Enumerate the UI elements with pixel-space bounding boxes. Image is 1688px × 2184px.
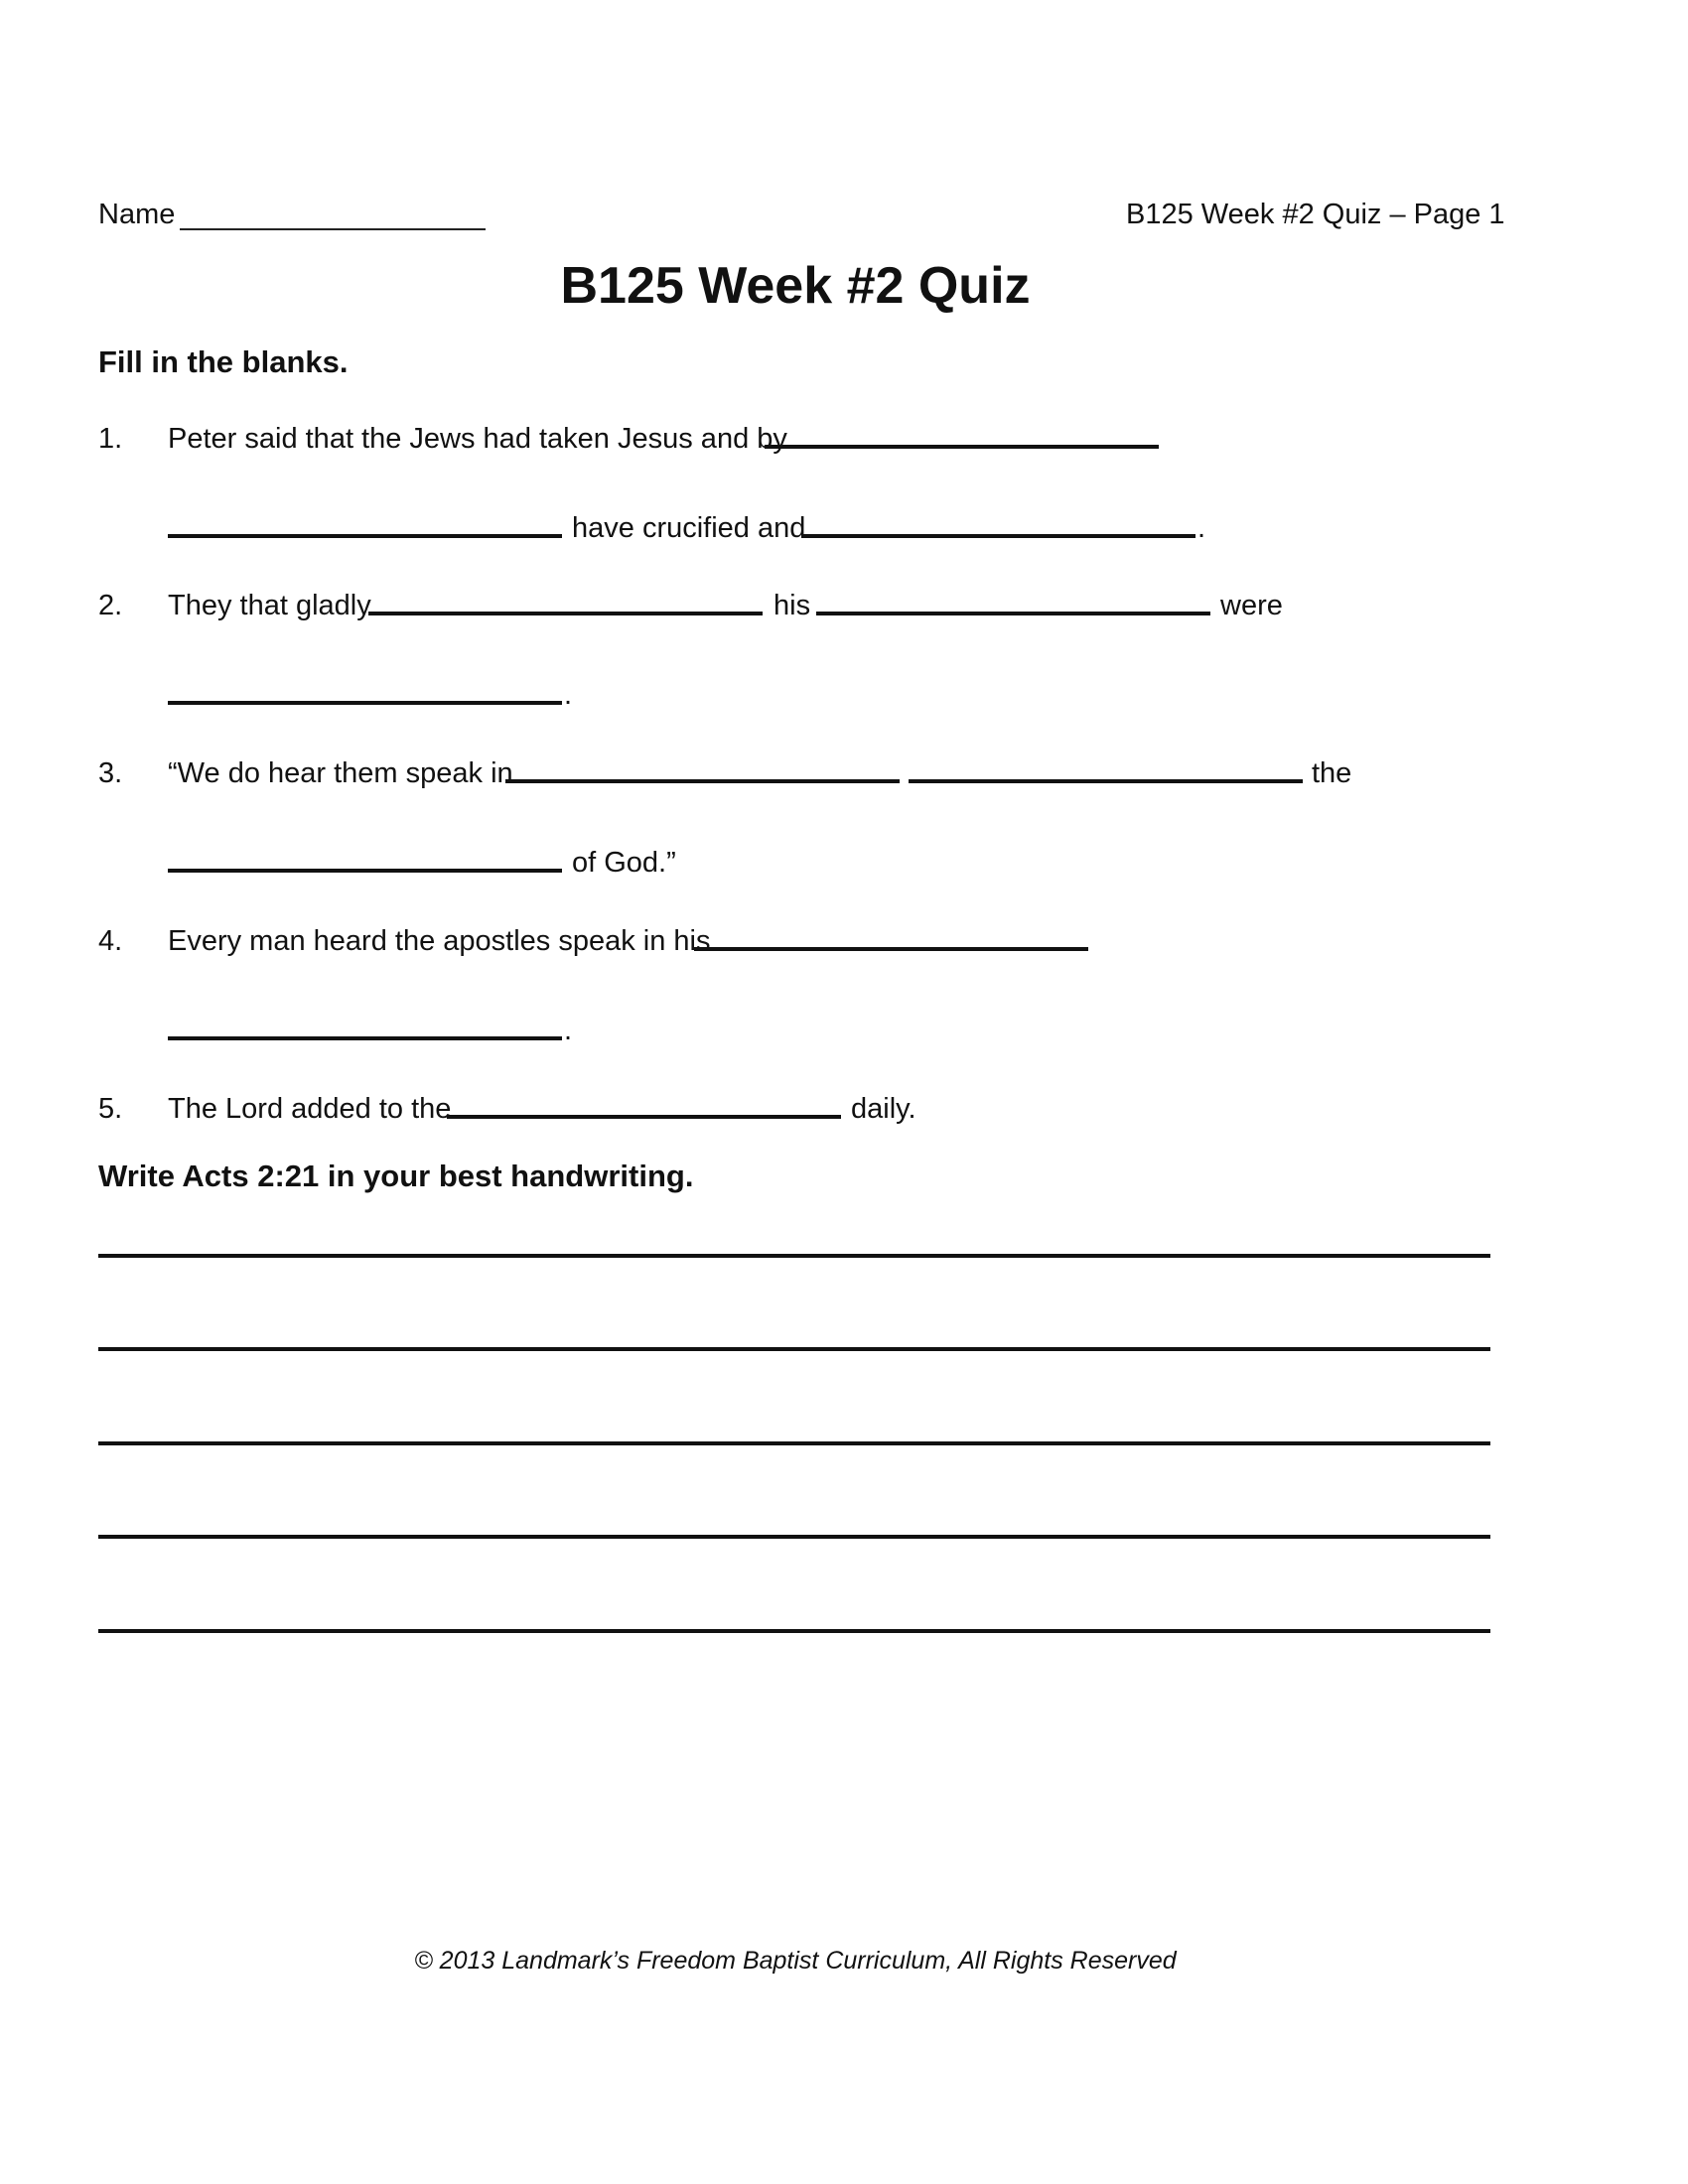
question-3-text-the: the	[1312, 757, 1352, 789]
question-2-number: 2.	[98, 590, 123, 621]
question-3-blank-3[interactable]	[168, 869, 562, 873]
copyright-footer: © 2013 Landmark’s Freedom Baptist Curriculum, All Rights Reserved	[414, 1947, 1177, 1975]
question-3-text: “We do hear them speak in	[168, 757, 513, 789]
question-4-number: 4.	[98, 925, 123, 957]
handwriting-line-5[interactable]	[98, 1629, 1490, 1633]
question-4-blank-1[interactable]	[694, 947, 1088, 951]
section-heading-handwriting: Write Acts 2:21 in your best handwriting.	[98, 1159, 694, 1193]
question-1-blank-3[interactable]	[801, 534, 1196, 538]
handwriting-line-4[interactable]	[98, 1535, 1490, 1539]
question-4-blank-2[interactable]	[168, 1036, 562, 1040]
handwriting-line-2[interactable]	[98, 1347, 1490, 1351]
question-5-text-end: daily.	[851, 1093, 916, 1125]
question-2-end: .	[564, 679, 573, 711]
question-1-text: Peter said that the Jews had taken Jesus and by	[168, 423, 787, 455]
question-2-text: They that gladly	[168, 590, 371, 621]
question-2-text-were: were	[1220, 590, 1283, 621]
question-3-blank-1[interactable]	[505, 779, 900, 783]
question-3-number: 3.	[98, 757, 123, 789]
question-1-end: .	[1197, 512, 1206, 544]
question-2-blank-2[interactable]	[816, 612, 1210, 615]
question-3-blank-2[interactable]	[909, 779, 1303, 783]
question-2-text-his: his	[774, 590, 811, 621]
handwriting-line-3[interactable]	[98, 1441, 1490, 1445]
page-header-label: B125 Week #2 Quiz – Page 1	[1126, 199, 1505, 230]
question-5-blank-1[interactable]	[447, 1115, 841, 1119]
question-4-text: Every man heard the apostles speak in his	[168, 925, 711, 957]
name-field[interactable]	[180, 228, 486, 230]
question-5-number: 5.	[98, 1093, 123, 1125]
question-1-blank-2[interactable]	[168, 534, 562, 538]
question-1-blank-1[interactable]	[765, 445, 1159, 449]
question-2-blank-1[interactable]	[368, 612, 763, 615]
question-5-text: The Lord added to the	[168, 1093, 452, 1125]
question-4-end: .	[564, 1015, 573, 1046]
question-1-text-mid: have crucified and	[572, 512, 806, 544]
section-heading-fill-blanks: Fill in the blanks.	[98, 344, 349, 379]
question-2-blank-3[interactable]	[168, 701, 562, 705]
question-1-number: 1.	[98, 423, 123, 455]
name-label: Name	[98, 199, 176, 230]
question-3-text-end: of God.”	[572, 847, 676, 879]
page-title: B125 Week #2 Quiz	[560, 257, 1031, 315]
handwriting-line-1[interactable]	[98, 1254, 1490, 1258]
